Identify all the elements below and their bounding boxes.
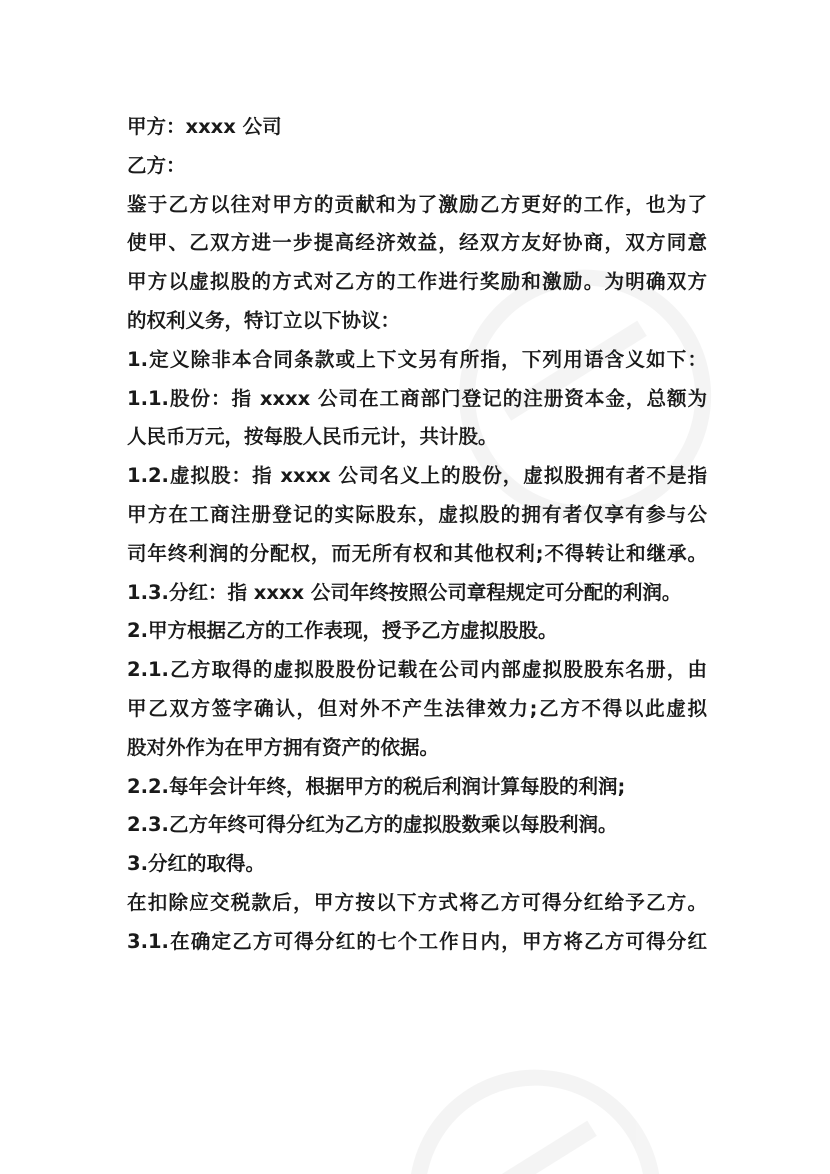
clause-line: 1.定义除非本合同条款或上下文另有所指，下列用语含义如下：: [127, 347, 707, 371]
clause-line: 2.2.每年会计年终，根据甲方的税后利润计算每股的利润;: [127, 774, 626, 798]
preamble-line: 甲方以虚拟股的方式对乙方的工作进行奖励和激励。为明确双方: [127, 270, 707, 294]
agreement-body: [127, 108, 707, 962]
clause-line: 司年终利润的分配权，而无所有权和其他权利;不得转让和继承。: [127, 541, 707, 565]
clause-line: 2.甲方根据乙方的工作表现，授予乙方虚拟股股。: [127, 619, 558, 643]
clause-line: 3.1.在确定乙方可得分红的七个工作日内，甲方将乙方可得分红: [127, 929, 707, 953]
preamble-line: 使甲、乙双方进一步提高经济效益，经双方友好协商，双方同意: [127, 231, 707, 255]
preamble-line: 鉴于乙方以往对甲方的贡献和为了激励乙方更好的工作，也为了: [127, 192, 707, 216]
clause-line: 1.3.分红：指 xxxx 公司年终按照公司章程规定可分配的利润。: [127, 580, 682, 604]
clause-line: 甲方在工商注册登记的实际股东，虚拟股的拥有者仅享有参与公: [127, 502, 707, 526]
clause-line: 人民币万元，按每股人民币元计，共计股。: [127, 425, 498, 449]
clause-line: 甲乙双方签字确认，但对外不产生法律效力;乙方不得以此虚拟: [127, 696, 707, 720]
watermark-logo-icon: [334, 990, 726, 1174]
clause-line: 3.分红的取得。: [127, 852, 265, 876]
clause-line: 2.3.乙方年终可得分红为乙方的虚拟股数乘以每股利润。: [127, 813, 618, 837]
clause-line: 1.2.虚拟股：指 xxxx 公司名义上的股份，虚拟股拥有者不是指: [127, 464, 707, 488]
party-b-line: 乙方：: [127, 153, 186, 177]
clause-line: 股对外作为在甲方拥有资产的依据。: [127, 735, 440, 759]
clause-line: 2.1.乙方取得的虚拟股股份记载在公司内部虚拟股股东名册，由: [127, 658, 707, 682]
clause-line: 在扣除应交税款后，甲方按以下方式将乙方可得分红给予乙方。: [127, 890, 707, 914]
clause-line: 1.1.股份：指 xxxx 公司在工商部门登记的注册资本金，总额为: [127, 386, 707, 410]
party-a-line: 甲方：xxxx 公司: [127, 115, 282, 138]
preamble-line: 的权利义务，特订立以下协议：: [127, 308, 401, 332]
